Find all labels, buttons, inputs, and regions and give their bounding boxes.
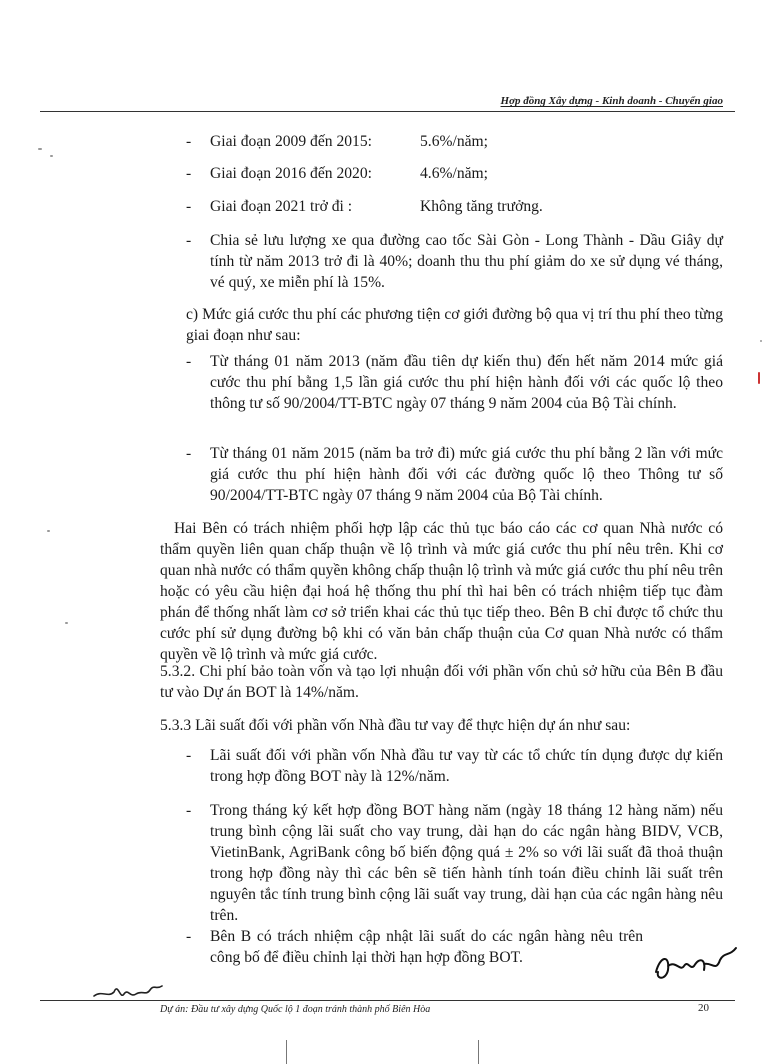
bullet-dash: - xyxy=(186,445,192,462)
section-c-heading xyxy=(186,304,723,346)
bullet-dash: - xyxy=(186,747,192,764)
section-c-item-text: Từ tháng 01 năm 2015 (năm ba trở đi) mức giá cước thu phí bằng 2 lần với mức giá cước thu phí hiện hành đối với các đường quốc lộ theo Thông tư số 90/2004/TT-BTC ngày 07 tháng 9 năm 2004 của Bộ Tài chính. xyxy=(210,445,723,504)
bullet-dash: - xyxy=(186,198,192,215)
section-c-item-1 xyxy=(186,351,723,435)
section-5-3-3-heading xyxy=(160,715,723,736)
bullet-dash: - xyxy=(186,165,192,182)
growth-stage-label: Giai đoạn 2021 trở đi : xyxy=(210,198,353,215)
section-5-3-3-item-text: Lãi suất đối với phần vốn Nhà đầu tư vay từ các tổ chức tín dụng được dự kiến trong hợp đồng BOT này là 12%/năm. xyxy=(210,747,723,785)
section-5-3-2 xyxy=(160,661,723,703)
scan-speck xyxy=(47,530,50,532)
scan-speck xyxy=(758,372,760,384)
bullet-dash: - xyxy=(186,232,192,249)
section-c-text: c) Mức giá cước thu phí các phương tiện cơ giới đường bộ qua vị trí thu phí theo từng giai đoạn như sau: xyxy=(186,306,723,344)
responsibility-paragraph: Hai Bên có trách nhiệm phối hợp lập các thủ tục báo cáo các cơ quan Nhà nước có thẩm quyền liên quan chấp thuận về lộ trình và mức giá cước thu phí nêu trên. Khi cơ quan nhà nước có thẩm quyền không chấp thuận lộ trình và mức giá cước thu phí nêu trên hoặc có yêu cầu hiện đại hoá hệ thống thu phí thì hai bên có trách nhiệm tiếp tục đàm phán để thống nhất làm cơ sở triển khai các thủ tục tiếp theo. Bên B chỉ được tổ chức thu cước phí sử dụng đường bộ khi có văn bản chấp thuận của Cơ quan Nhà nước có thẩm quyền về lộ trình và mức giá cước. xyxy=(160,520,723,663)
growth-stage-label: Giai đoạn 2009 đến 2015: xyxy=(210,133,372,150)
traffic-share-text: Chia sẻ lưu lượng xe qua đường cao tốc Sài Gòn - Long Thành - Dầu Giây dự tính từ năm 2013 trở đi là 40%; doanh thu thu phí giảm do xe sử dụng vé tháng, vé quý, xe miễn phí là 15%. xyxy=(210,232,723,291)
footer-project-title: Dự án: Đầu tư xây dựng Quốc lộ 1 đoạn tránh thành phố Biên Hòa xyxy=(160,1004,431,1015)
bullet-dash: - xyxy=(186,802,192,819)
section-5-3-3-item-text: Bên B có trách nhiệm cập nhật lãi suất do các ngân hàng nêu trên công bố để điều chỉnh lại thời hạn hợp đồng BOT. xyxy=(210,928,643,966)
growth-stage-value: 4.6%/năm; xyxy=(420,165,488,182)
section-5-3-3-item-2 xyxy=(186,800,723,926)
growth-stage-1 xyxy=(186,131,723,152)
section-5-3-3-text: 5.3.3 Lãi suất đối với phần vốn Nhà đầu tư vay để thực hiện dự án như sau: xyxy=(160,717,631,734)
growth-stage-label: Giai đoạn 2016 đến 2020: xyxy=(210,165,372,182)
page-header: Hợp đồng Xây dựng - Kinh doanh - Chuyển giao xyxy=(500,95,723,107)
section-5-3-2-text: 5.3.2. Chi phí bảo toàn vốn và tạo lợi nhuận đối với phần vốn chủ sở hữu của Bên B đầu tư vào Dự án BOT là 14%/năm. xyxy=(160,663,723,701)
bullet-dash: - xyxy=(186,928,192,945)
page-number: 20 xyxy=(698,1002,709,1014)
growth-stage-value: Không tăng trưởng. xyxy=(420,198,543,215)
section-c-item-text: Từ tháng 01 năm 2013 (năm đầu tiên dự kiến thu) đến hết năm 2014 mức giá cước thu phí bằng 1,5 lần giá cước thu phí hiện hành đối với các quốc lộ theo thông tư số 90/2004/TT-BTC ngày 07 tháng 9 năm 2004 của Bộ Tài chính. xyxy=(210,353,723,412)
scan-speck xyxy=(38,148,42,150)
footer-rule xyxy=(40,1000,735,1001)
bullet-dash: - xyxy=(186,353,192,370)
scan-speck xyxy=(50,155,53,157)
section-5-3-3-item-3 xyxy=(186,926,723,968)
traffic-share-item xyxy=(186,230,723,293)
scan-edge-line xyxy=(286,1040,287,1064)
bullet-dash: - xyxy=(186,133,192,150)
handwritten-signature-right xyxy=(650,942,740,988)
scan-speck xyxy=(65,622,68,624)
header-rule xyxy=(40,111,735,112)
scan-edge-line xyxy=(478,1040,479,1064)
section-c-item-2 xyxy=(186,443,723,506)
growth-stage-3 xyxy=(186,196,723,217)
scan-speck xyxy=(760,340,762,342)
section-5-3-3-item-1 xyxy=(186,745,723,787)
section-5-3-3-item-text: Trong tháng ký kết hợp đồng BOT hàng năm (ngày 18 tháng 12 hàng năm) nếu trung bình cộng lãi suất cho vay trung, dài hạn do các ngân hàng BIDV, VCB, VietinBank, AgriBank công bố biến động quá ± 2% so với lãi suất đã thoả thuận trong hợp đồng này thì các bên sẽ tiến hành tính toán điều chỉnh lãi suất trên nguyên tắc tính trung bình cộng lãi suất vay trung, dài hạn của các ngân hàng nêu trên. xyxy=(210,802,723,924)
growth-stage-2 xyxy=(186,163,723,184)
growth-stage-value: 5.6%/năm; xyxy=(420,133,488,150)
